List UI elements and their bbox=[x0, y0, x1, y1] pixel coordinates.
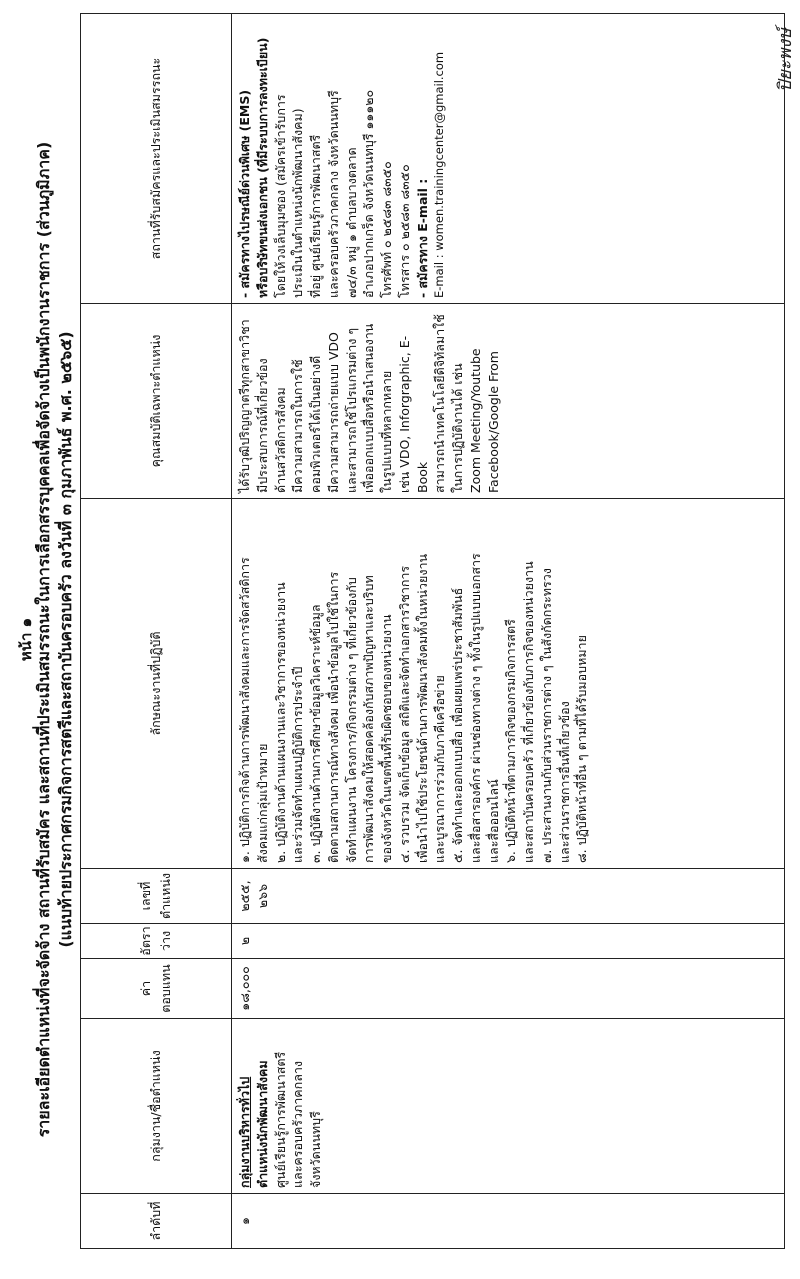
header-count: อัตราว่าง bbox=[81, 924, 232, 959]
duty-line: และสื่อสารองค์กร ผ่านช่องทางต่าง ๆ ทั้งในรูปแบบเอกสาร bbox=[467, 553, 483, 863]
place-line: ๗๔/๓ หมู่ ๑ ตำบลบางตลาด bbox=[343, 147, 359, 298]
duty-line: การพัฒนาสังคมให้สอดคล้องกับสภาพปัญหาและบริบท bbox=[361, 575, 377, 863]
qual-line: มีความสามารถในการใช้ bbox=[290, 359, 306, 493]
email-line: E-mail : women.trainingcenter@gmail.com bbox=[432, 51, 447, 298]
unit-line: ศูนย์เรียนรู้การพัฒนาสตรี bbox=[272, 1051, 288, 1188]
duty-line: ของจังหวัดในเขตพื้นที่รับผิดชอบของหน่วยงาน bbox=[379, 614, 394, 863]
cell-no: ๑ bbox=[232, 1194, 785, 1249]
duty-line: ๖. ปฏิบัติหน้าที่ตามภารกิจของกรมกิจการสตรี bbox=[503, 619, 519, 863]
qual-line: Facebook/Google From bbox=[485, 351, 501, 493]
qual-line: ด้านสวัสดิการสังคม bbox=[272, 387, 288, 493]
header-group: กลุ่มงาน/ชื่อตำแหน่ง bbox=[81, 1019, 232, 1194]
place-line: ที่อยู่ ศูนย์เรียนรู้การพัฒนาสตรี bbox=[308, 134, 323, 298]
qual-line: และสามารถใช้โปรแกรมต่าง ๆ bbox=[343, 327, 359, 493]
cell-count: ๒ bbox=[232, 924, 785, 959]
header-place: สถานที่รับสมัครและประเมินสมรรถนะ bbox=[81, 14, 232, 304]
duty-line: ๘. ปฏิบัติหน้าที่อื่น ๆ ตามที่ได้รับมอบหมาย bbox=[574, 635, 590, 863]
position-name: ตำแหน่งนักพัฒนาสังคม bbox=[254, 1060, 270, 1188]
qual-line: ในรูปแบบที่หลากหลาย bbox=[379, 370, 394, 493]
document-title: รายละเอียดตำแหน่งที่จะจัดจ้าง สถานที่รับสมัคร และสถานที่ประเมินสมรรถนะในการเลือกสรรบุคคลเพื่อจัดจ้างเป็นพนักงานราชการ (ส่วนภูมิภาค) bbox=[34, 141, 53, 1138]
qual-line: Zoom Meeting/Youtube bbox=[467, 348, 483, 493]
signature: ปิยะพงษ์ bbox=[775, 28, 796, 93]
place-line: โทรศัพท์ ๐ ๒๕๘๓ ๘๓๕๐ bbox=[379, 161, 394, 298]
qual-line: เช่น VDO, Inforgraphic, E-Book bbox=[396, 335, 430, 493]
place-line: - สมัครทางไปรษณีย์ด่วนพิเศษ (EMS) bbox=[237, 89, 252, 298]
duty-line: และบูรณาการร่วมกับภาคีเครือข่าย bbox=[432, 675, 448, 863]
duty-line: ๒. ปฏิบัติงานด้านแผนงานและวิชาการของหน่วยงาน bbox=[272, 582, 288, 863]
group-title: กลุ่มงานบริหารทั่วไป bbox=[237, 1076, 252, 1188]
posno-line: ๒๖๖ bbox=[254, 883, 270, 909]
header-posno: เลขที่ตำแหน่ง bbox=[81, 869, 232, 924]
place-line: อำเภอปากเกร็ด จังหวัดนนทบุรี ๑๑๑๒๐ bbox=[361, 89, 377, 298]
unit-line: จังหวัดนนทบุรี bbox=[308, 1111, 323, 1188]
duty-line: ติดตามสถานการณ์ทางสังคม เพื่อนำข้อมูลไปใช้ในการ bbox=[325, 571, 341, 863]
cell-qualifications bbox=[232, 304, 785, 499]
table-row bbox=[232, 14, 785, 1249]
duty-line: ๔. รวบรวม จัดเก็บข้อมูล สถิติและจัดทำเอกสารวิชาการ bbox=[396, 565, 412, 863]
duty-line: ๑. ปฏิบัติการกิจด้านการพัฒนาสังคมและการจัดสวัสดิการ bbox=[237, 557, 252, 863]
duty-line: จัดทำแผนงาน โครงการ/กิจกรรมต่าง ๆ ที่เกี่ยวข้องกับ bbox=[343, 577, 359, 863]
duty-line: ๗. ประสานงานกับส่วนราชการต่าง ๆ ในสังกัดกระทรวง bbox=[538, 568, 554, 863]
duty-line: และสถาบันครอบครัว ที่เกี่ยวข้องกับภารกิจของหน่วยงาน bbox=[521, 561, 536, 863]
cell-place bbox=[232, 14, 785, 304]
positions-table bbox=[80, 13, 785, 1249]
unit-line: และครอบครัวภาคกลาง bbox=[290, 1060, 306, 1188]
place-line: - สมัครทาง E-mail : bbox=[414, 178, 430, 298]
duty-line: ๕. จัดทำและออกแบบสื่อ เพื่อเผยแพร่ประชาสัมพันธ์ bbox=[450, 587, 465, 863]
qual-line: สามารถนำเทคโนโลยีดิจิทัลมาใช้ bbox=[432, 314, 448, 493]
qual-line: มีความสามารถถ่ายแบบ VDO bbox=[325, 332, 341, 493]
duty-line: เพื่อนำไปใช้ประโยชน์ด้านการพัฒนาสังคมทั้งในหน่วยงาน bbox=[414, 553, 430, 863]
document-subtitle: (แนบท้ายประกาศกรมกิจการสตรีและสถาบันครอบครัว ลงวันที่ ๓ กุมภาพันธ์ พ.ศ. ๒๕๖๕) bbox=[56, 331, 75, 948]
header-pay: ค่าตอบแทน bbox=[81, 959, 232, 1019]
cell-duties bbox=[232, 499, 785, 869]
posno-line: ๒๕๕, bbox=[237, 880, 252, 912]
qual-line: เพื่อออกแบบสื่อหรือนำเสนองาน bbox=[361, 323, 377, 493]
place-line: หรือบริษัทขนส่งเอกชน (ที่มีระบบการลงทะเบียน) bbox=[254, 37, 270, 298]
qual-line: มีประสบการณ์ที่เกี่ยวข้อง bbox=[254, 358, 270, 493]
table-header-row bbox=[81, 14, 232, 1249]
place-line: ประเมินในตำแหน่งนักพัฒนาสังคม) bbox=[290, 108, 306, 298]
place-line: และครอบครัวภาคกลาง จังหวัดนนทบุรี bbox=[325, 90, 341, 298]
duty-line: และสื่อออนไลน์ bbox=[485, 779, 501, 863]
qual-line: ได้รับวุฒิปริญญาตรีทุกสาขาวิชา bbox=[237, 319, 252, 493]
duty-line: สังคมแก่กลุ่มเป้าหมาย bbox=[254, 743, 270, 863]
place-line: โทรสาร ๐ ๒๕๘๓ ๘๓๕๐ bbox=[396, 164, 412, 298]
cell-pay: ๑๘,๐๐๐ bbox=[232, 959, 785, 1019]
duty-line: และส่วนราชการอื่นที่เกี่ยวข้อง bbox=[556, 701, 572, 863]
duty-line: ๓. ปฏิบัติงานด้านการศึกษาข้อมูลวิเคราะห์ข้อมูล bbox=[308, 604, 323, 863]
header-duties: ลักษณะงานที่ปฏิบัติ bbox=[81, 499, 232, 869]
qual-line: ในการปฏิบัติงานได้ เช่น bbox=[450, 363, 465, 493]
page-number: หน้า ๑ bbox=[17, 617, 35, 662]
qual-line: คอมพิวเตอร์ได้เป็นอย่างดี bbox=[308, 355, 323, 493]
header-no: ลำดับที่ bbox=[81, 1194, 232, 1249]
cell-posno bbox=[232, 869, 785, 924]
place-line: โดยให้วงเล็บมุมซอง (สมัครเข้ารับการ bbox=[272, 94, 288, 298]
header-qualifications: คุณสมบัติเฉพาะตำแหน่ง bbox=[81, 304, 232, 499]
duty-line: และร่วมจัดทำแผนปฏิบัติการประจำปี bbox=[290, 666, 306, 863]
cell-group bbox=[232, 1019, 785, 1194]
